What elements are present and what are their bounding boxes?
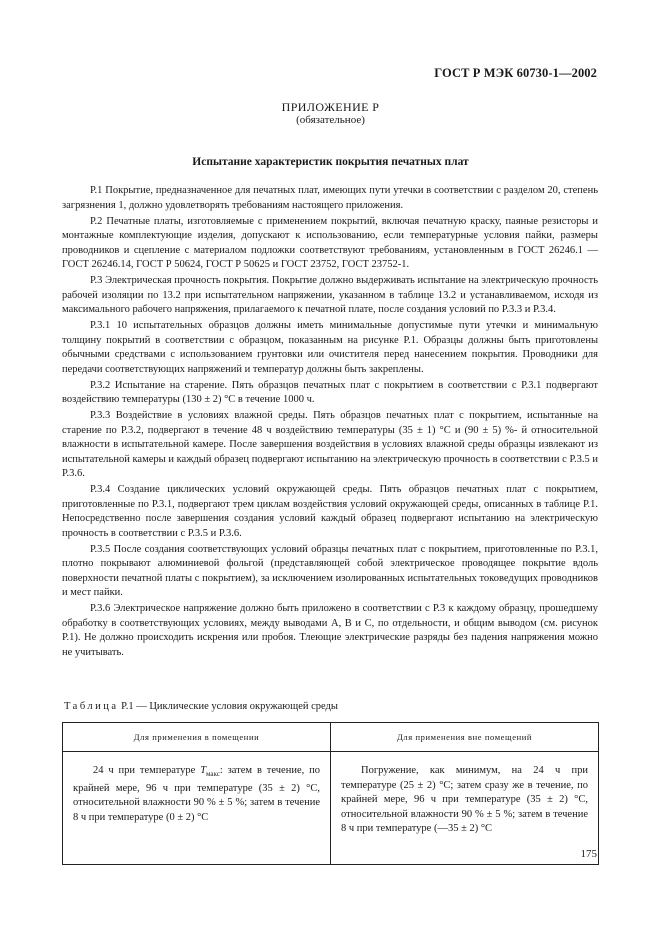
table-header-row	[63, 723, 599, 752]
paragraph-p1: Р.1 Покрытие, предназначенное для печатных плат, имеющих пути утечки в соответствии с разделом 20, степень загрязнения 1, должно удовлетворять требованиям настоящего приложения.	[62, 185, 598, 211]
body-text	[62, 184, 598, 662]
cell-indoor	[63, 752, 331, 865]
header-indoor: Для применения в помещении	[63, 723, 331, 752]
annex-status: (обязательное)	[296, 114, 365, 126]
page-number: 175	[580, 848, 597, 860]
paragraph-p3-4: Р.3.4 Создание циклических условий окружающей среды. Пять образцов печатных плат с покрытием, приготовленные по Р.3.1, подвергают трем циклам воздействия условий окружающей среды, описанных в таблице Р.1. Непосредственно после завершения создания условий каждый образец подвергают испытанию на электрическую прочность в соответствии с Р.3.5 и Р.3.6.	[62, 484, 598, 539]
paragraph-p3-1: Р.3.1 10 испытательных образцов должны иметь минимальные допустимые пути утечки и минимальную толщину покрытий в соответствии с образцом, показанным на рисунке Р.1. Образцы должны быть приготовлены обычными средствами с использованием грунтовки или очистителя перед нанесением покрытия. Проводники для передачи соответствующих напряжений и температур должны быть закреплены.	[62, 320, 598, 375]
outdoor-text: Погружение, как минимум, на 24 ч при температуре (25 ± 2) °С; затем сразу же в течение, по крайней мере, 96 ч при температуре (35 ± 2) °С, относительной влажности 90 % ± 5 %; затем в течение 8 ч при температуре (—35 ± 2) °С	[341, 765, 588, 834]
annex-title: ПРИЛОЖЕНИЕ Р	[281, 100, 380, 114]
paragraph-p3-5: Р.3.5 После создания соответствующих условий образцы печатных плат с покрытием, приготовленные по Р.3.1, плотно покрывают алюминиевой фольгой (представляющей собой электрическое проводящее покрытие вдоль поверхности печатной платы с покрытием), за исключением изолированных испытательных токоведущих проводников и мест пайки.	[62, 543, 598, 598]
table-caption-word: Таблица	[64, 701, 119, 712]
paragraph-p3: Р.3 Электрическая прочность покрытия. Покрытие должно выдерживать испытание на электрическую прочность рабочей изоляции по 13.2 при испытательном напряжении, указанном в таблице 13.2 и устанавливаемом, исходя из максимального рабочего напряжения, прилагаемого к печатной плате, после создания условий по Р.3.3 и Р.3.4.	[62, 275, 598, 315]
tmax-subscript: макс	[206, 770, 220, 779]
tmax-letter: T	[200, 765, 207, 776]
header-outdoor: Для применения вне помещений	[331, 723, 599, 752]
tmax-symbol	[200, 765, 220, 779]
indoor-text-start: 24 ч при температуре	[93, 765, 201, 776]
paragraph-p3-6: Р.3.6 Электрическое напряжение должно быть приложено в соответствии с Р.3 к каждому образцу, прошедшему обработку в соответствующих условиях, между выводами А, В и С, по отдельности, и общим выводом (см. рисунок Р.1). Не должно происходить искрения или пробоя. Тлеющие электрические разряды без падения напряжения можно не учитывать.	[62, 603, 598, 658]
paragraph-p2: Р.2 Печатные платы, изготовляемые с применением покрытий, включая печатную краску, паяные резисторы и монтажные комплектующие изделия, допускают к использованию, если температурные условия пайки, размеры проводников и сцепление с материалом подложки соответствуют требованиям, установленным в ГОСТ 26246.1 — ГОСТ 26246.14, ГОСТ Р 50624, ГОСТ Р 50625 и ГОСТ 23752, ГОСТ 23752-1.	[62, 215, 598, 270]
table-caption-text: Р.1 — Циклические условия окружающей среды	[118, 701, 338, 712]
table-caption	[64, 701, 338, 712]
paragraph-p3-3: Р.3.3 Воздействие в условиях влажной среды. Пять образцов печатных плат с покрытием, испытанные на старение по Р.3.2, подвергают в течение 48 ч воздействию температуры (35 ± 1) °С и (90 ± 5) %- й относительной влажности в испытательной камере. После завершения воздействия в условиях влажной среды образцы извлекают из испытательной камеры и каждый образец подвергают испытанию на электрическую прочность в соответствии с Р.3.5 и Р.3.6.	[62, 410, 598, 479]
indoor-text-end: : затем в течение, по крайней мере, 96 ч при температуре (35 ± 2) °С, относительной влажности 90 % ± 5 %; затем в течение 8 ч при температуре (0 ± 2) °С	[73, 765, 320, 823]
paragraph-p3-2: Р.3.2 Испытание на старение. Пять образцов печатных плат с покрытием в соответствии с Р.3.1 подвергают воздействию температуры (130 ± 2) °С в течение 1000 ч.	[62, 379, 598, 405]
cyclic-conditions-table	[62, 722, 599, 865]
section-title: Испытание характеристик покрытия печатных плат	[192, 156, 469, 168]
cell-outdoor	[331, 752, 599, 865]
standard-header: ГОСТ Р МЭК 60730-1—2002	[434, 66, 597, 80]
table-row	[63, 752, 599, 865]
